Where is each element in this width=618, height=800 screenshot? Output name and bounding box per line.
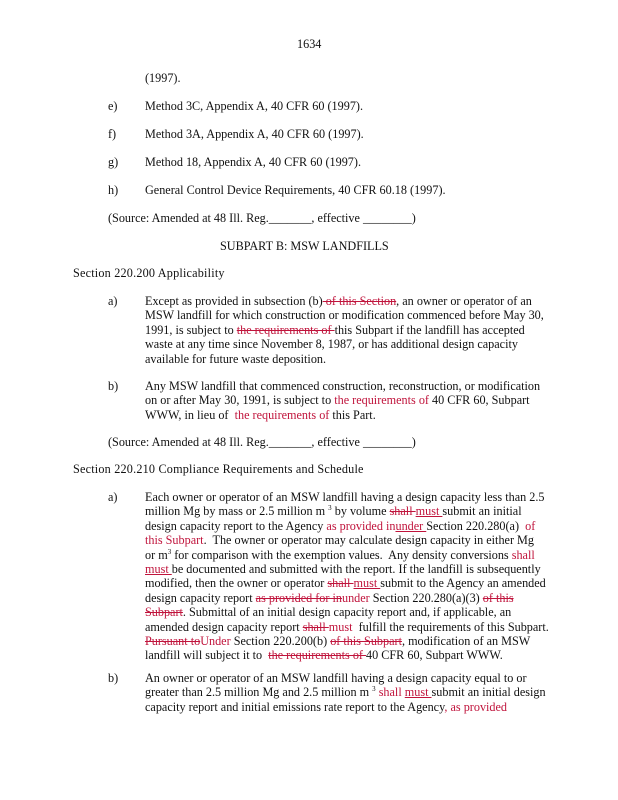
list-item: General Control Device Requirements, 40 CFR 60.18 (1997).	[145, 183, 446, 197]
text-segment: 40 CFR 60, Subpart	[428, 393, 530, 408]
revised-text: under	[341, 590, 370, 605]
deleted-text: of this	[482, 590, 514, 605]
text-segment: on or after May 30, 1991, is subject to	[145, 393, 335, 408]
list-item: Method 3A, Appendix A, 40 CFR 60 (1997).	[145, 127, 364, 141]
text-segment: 1991, is subject to	[145, 322, 237, 337]
paragraph-label: b)	[108, 379, 119, 393]
list-item-label: e)	[108, 99, 118, 113]
text-line	[145, 337, 544, 351]
inserted-text: must	[353, 576, 381, 591]
revised-text: shall	[375, 685, 405, 700]
inserted-text: must	[415, 504, 443, 519]
text-line	[145, 294, 544, 308]
text-line	[145, 352, 544, 366]
text-line	[145, 671, 546, 685]
text-segment: by volume	[331, 504, 390, 519]
text-segment: available for future waste deposition.	[145, 351, 327, 366]
text-segment: landfill will subject it to	[145, 648, 269, 663]
paragraph-label: a)	[108, 294, 118, 308]
list-item-label: h)	[108, 183, 119, 197]
text-line	[145, 533, 549, 547]
source-note: (Source: Amended at 48 Ill. Reg._______, effective ________)	[108, 211, 416, 225]
revised-text: as provided in	[323, 518, 396, 533]
text-segment: design capacity report	[145, 590, 256, 605]
text-segment: An owner or operator of an MSW landfill having a design capacity equal to or	[145, 671, 527, 685]
section-heading: Section 220.200 Applicability	[73, 266, 225, 280]
text-line	[145, 379, 540, 393]
paragraph	[145, 294, 544, 366]
paragraph	[145, 379, 540, 422]
text-segment: . The owner or operator may calculate design capacity in either Mg	[203, 533, 534, 548]
text-line	[145, 562, 549, 576]
list-continuation: (1997).	[145, 71, 181, 85]
revised-text: the requirements of	[234, 407, 330, 422]
text-segment: , an owner or operator of an	[396, 294, 532, 308]
text-line	[145, 591, 549, 605]
text-segment: capacity report and initial emissions rate report to the Agency	[145, 699, 445, 714]
list-item: Method 18, Appendix A, 40 CFR 60 (1997).	[145, 155, 361, 169]
text-line	[145, 308, 544, 322]
text-segment: for comparison with the exemption values. Any density conversions	[171, 547, 512, 562]
text-line	[145, 605, 549, 619]
inserted-text: must	[404, 685, 432, 700]
revised-text: the requirements of	[334, 393, 429, 408]
text-line	[145, 504, 549, 518]
text-segment: Section 220.200(b)	[230, 633, 331, 648]
inserted-text: must	[145, 561, 172, 576]
deleted-text: shall	[327, 576, 354, 591]
text-line	[145, 700, 546, 714]
deleted-text: the requirements of	[236, 322, 335, 337]
text-line	[145, 490, 549, 504]
inserted-text: under	[395, 518, 427, 533]
text-segment: million Mg by mass or 2.5 million m	[145, 504, 329, 519]
text-line	[145, 576, 549, 590]
text-segment: , modification of an MSW	[401, 633, 531, 648]
text-segment: Section 220.280(a)(3)	[369, 590, 483, 605]
paragraph	[145, 671, 546, 714]
text-segment: greater than 2.5 million Mg and 2.5 million m	[145, 685, 373, 700]
superscript: 3	[328, 504, 332, 513]
text-line	[145, 323, 544, 337]
paragraph	[145, 490, 549, 663]
revised-text: must	[328, 619, 353, 634]
list-item-label: g)	[108, 155, 119, 169]
text-segment: be documented and submitted with the report. If the landfill is subsequently	[171, 561, 541, 576]
text-segment: 40 CFR 60, Subpart WWW.	[366, 648, 503, 663]
deleted-text: the requirements of	[268, 648, 367, 663]
text-line	[145, 393, 540, 407]
text-segment: Any MSW landfill that commenced construction, reconstruction, or modification	[145, 379, 541, 393]
list-item: Method 3C, Appendix A, 40 CFR 60 (1997).	[145, 99, 364, 113]
list-item-label: f)	[108, 127, 117, 141]
text-segment: Except as provided in subsection (b)	[145, 294, 323, 308]
deleted-text: of this Subpart	[330, 633, 402, 648]
revised-text: this Subpart	[145, 533, 204, 548]
text-segment: design capacity report to the Agency	[145, 518, 324, 533]
text-line	[145, 548, 549, 562]
text-line	[145, 620, 549, 634]
text-line	[145, 634, 549, 648]
source-note: (Source: Amended at 48 Ill. Reg._______, effective ________)	[108, 435, 416, 449]
text-segment: waste at any time since November 8, 1987, or has additional design capacity	[145, 337, 518, 352]
section-heading: Section 220.210 Compliance Requirements and Schedule	[73, 462, 364, 476]
deleted-text: of this Section	[322, 294, 397, 308]
text-segment: submit to the Agency an amended	[380, 576, 546, 591]
subpart-heading: SUBPART B: MSW LANDFILLS	[220, 239, 389, 253]
text-segment: Section 220.280(a)	[426, 518, 523, 533]
paragraph-label: a)	[108, 490, 118, 504]
text-line	[145, 648, 549, 662]
text-segment: WWW, in lieu of	[145, 407, 235, 422]
superscript: 3	[167, 547, 172, 556]
superscript: 3	[372, 685, 376, 694]
text-segment: submit an initial	[442, 504, 522, 519]
deleted-text: Pursuant to	[145, 633, 201, 648]
text-line	[145, 408, 540, 422]
page-number: 1634	[297, 37, 322, 51]
text-segment: amended design capacity report	[145, 619, 303, 634]
text-segment: fulfill the requirements of this Subpart.	[352, 619, 549, 634]
text-segment: MSW landfill for which construction or modification commenced before May 30,	[145, 308, 544, 323]
revised-text: shall	[511, 547, 535, 562]
deleted-text: Subpart	[145, 605, 183, 620]
text-segment: modified, then the owner or operator	[145, 576, 328, 591]
text-line	[145, 685, 546, 699]
text-segment: Each owner or operator of an MSW landfill having a design capacity less than 2.5	[145, 490, 545, 504]
text-line	[145, 519, 549, 533]
deleted-text: shall	[302, 619, 329, 634]
text-segment: submit an initial design	[431, 685, 546, 700]
text-segment: this Subpart if the landfill has accepted	[334, 322, 525, 337]
revised-text: Under	[200, 633, 231, 648]
revised-text: , as provided	[444, 699, 508, 714]
revised-text: of	[522, 518, 536, 533]
deleted-text: as provided for in	[255, 590, 342, 605]
deleted-text: shall	[389, 504, 416, 519]
paragraph-label: b)	[108, 671, 119, 685]
text-segment: or m	[145, 547, 168, 562]
text-segment: this Part.	[329, 407, 376, 422]
text-segment: . Submittal of an initial design capacity report and, if applicable, an	[182, 605, 512, 620]
